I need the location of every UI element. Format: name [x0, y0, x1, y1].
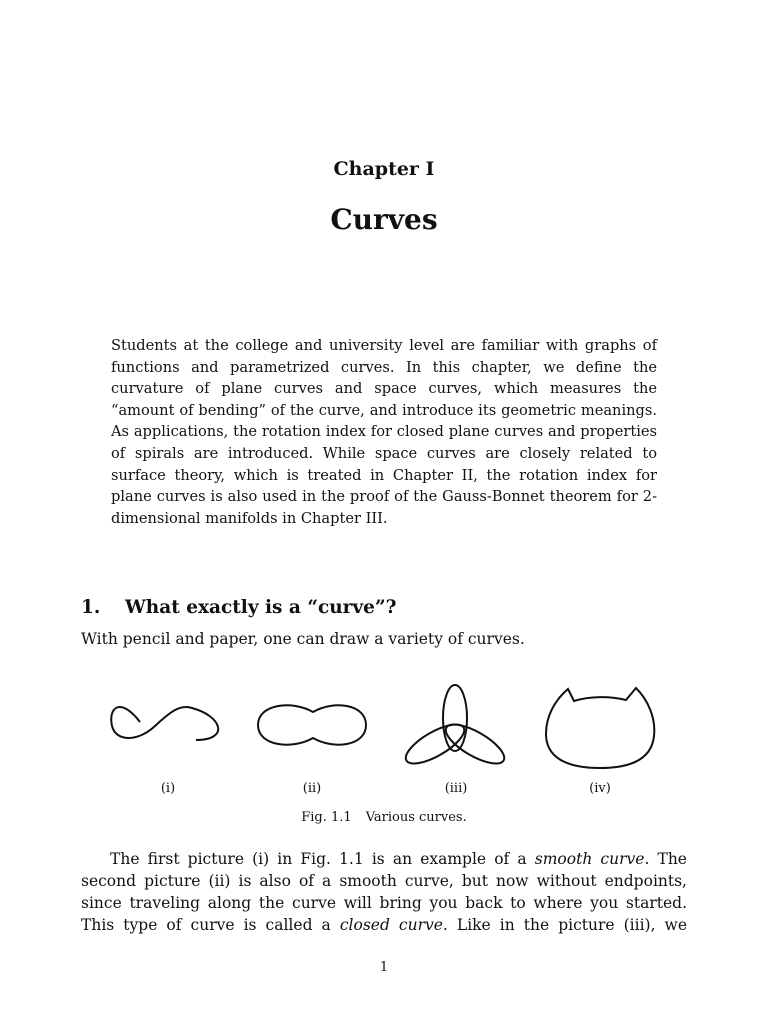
page-number: 1	[379, 960, 389, 975]
curve-iii-trefoil	[400, 685, 509, 771]
section-title: What exactly is a “curve”?	[125, 597, 397, 618]
fig-sublabel-iii: (iii)	[444, 781, 468, 796]
body-line: since traveling along the curve will bring you back to where you started.	[81, 894, 687, 912]
fig-sublabel-ii: (ii)	[302, 781, 322, 796]
curve-ii-closed-curve	[258, 705, 366, 744]
body-text-run: This type of curve is called a	[81, 916, 340, 934]
body-paragraph	[81, 848, 687, 936]
figure-caption	[0, 810, 768, 825]
term-smooth-curve: smooth curve	[534, 850, 645, 868]
body-line	[81, 848, 687, 870]
curve-iv-cat-face	[546, 688, 654, 768]
curve-i-open-curve	[111, 707, 218, 740]
body-line	[81, 914, 687, 936]
figure-caption-text: Various curves.	[365, 810, 467, 825]
intro-paragraph: With pencil and paper, one can draw a variety of curves.	[81, 630, 525, 648]
body-text-run: . Like in the picture (iii), we	[442, 916, 687, 934]
figure-curves	[100, 678, 670, 778]
body-text-run: The first picture (i) in Fig. 1.1 is an example of a	[110, 850, 535, 868]
term-closed-curve: closed curve	[339, 916, 443, 934]
chapter-label: Chapter I	[333, 158, 435, 180]
fig-sublabel-i: (i)	[160, 781, 176, 796]
fig-sublabel-iv: (iv)	[589, 781, 611, 796]
chapter-title: Curves	[330, 203, 438, 236]
section-number: 1.	[81, 597, 101, 618]
section-heading	[81, 597, 396, 618]
body-line: second picture (ii) is also of a smooth curve, but now without endpoints,	[81, 872, 687, 890]
body-text-run: . The	[644, 850, 687, 868]
chapter-abstract: Students at the college and university level are familiar with graphs of functions and parametrized curves. In this chapter, we define the curvature of plane curves and space curves, which measures the “amount of bending” of the curve, and introduce its geometric meanings. As applications, the rotation index for closed plane curves and properties of spirals are introduced. While space curves are closely related to surface theory, which is treated in Chapter II, the rotation index for plane curves is also used in the proof of the Gauss-Bonnet theorem for 2-dimensional manifolds in Chapter III.	[111, 337, 657, 527]
figure-number: Fig. 1.1	[301, 810, 352, 825]
